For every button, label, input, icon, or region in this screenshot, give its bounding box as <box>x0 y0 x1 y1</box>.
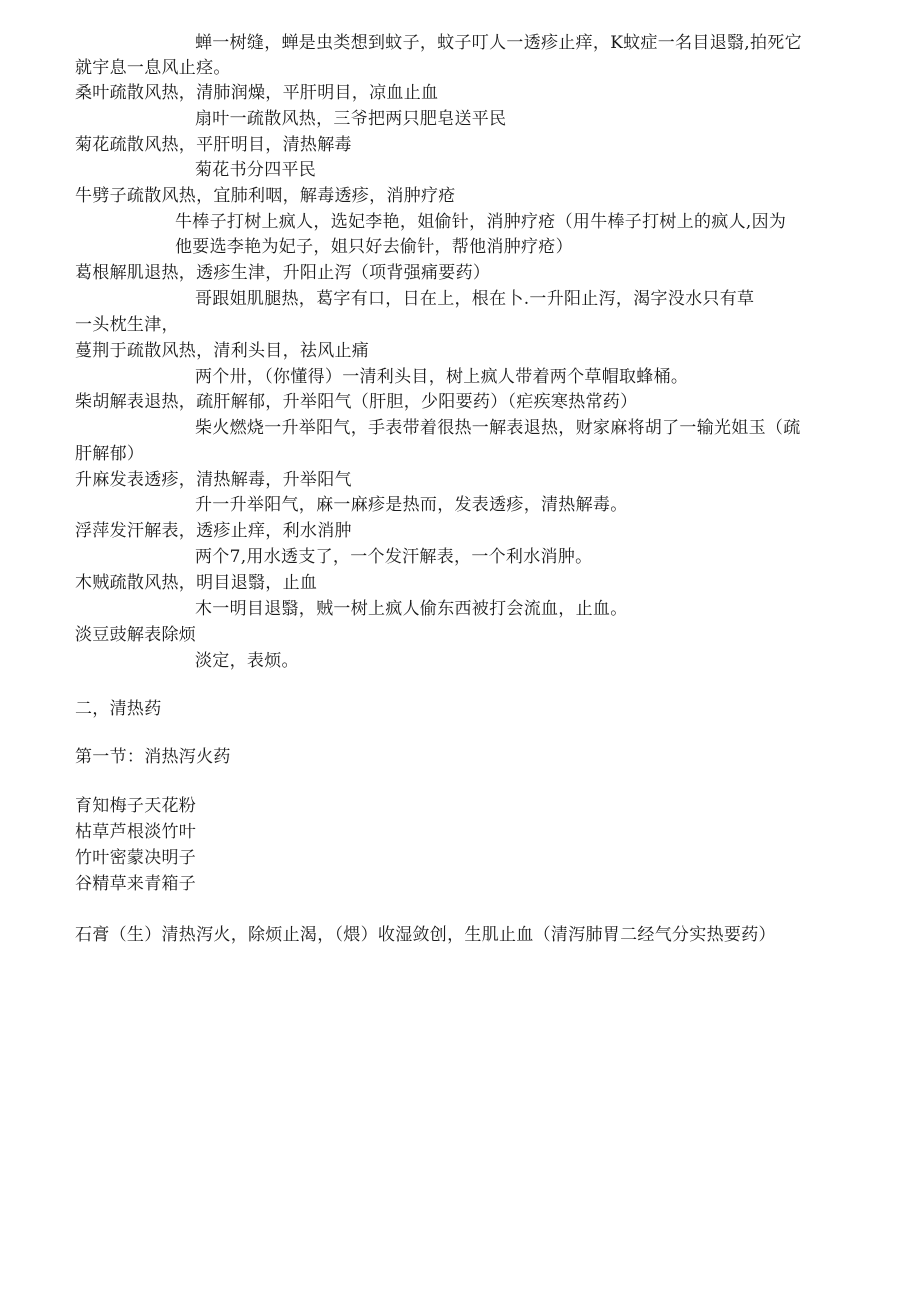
text-line: 蝉一树缝，蝉是虫类想到蚊子，蚊子叮人一透疹止痒，K蚊症一名目退翳,拍死它 <box>195 33 802 53</box>
text-line: 木贼疏散风热，明目退翳，止血 <box>75 573 318 593</box>
section-heading: 二，清热药 <box>75 699 162 719</box>
text-line: 菊花书分四平民 <box>195 160 317 180</box>
verse-line: 育知梅子天花粉 <box>75 796 197 816</box>
text-line: 菊花疏散风热，平肝明目，清热解毒 <box>75 135 352 155</box>
text-line: 一头枕生津， <box>75 315 179 335</box>
text-line: 两个7,用水透支了，一个发汗解表，一个利水消肿。 <box>195 547 593 567</box>
subsection-heading: 第一节：消热泻火药 <box>75 747 231 767</box>
verse-line: 谷精草来青箱子 <box>75 874 197 894</box>
text-line: 石膏（生）清热泻火，除烦止渴，（煨）收湿敛创，生肌止血（清泻肺胃二经气分实热要药） <box>75 925 776 945</box>
text-line: 葛根解肌退热，透疹生津，升阳止泻（项背强痛要药） <box>75 263 491 283</box>
text-line: 升麻发表透疹，清热解毒，升举阳气 <box>75 470 352 490</box>
text-line: 他要选李艳为妃子，姐只好去偷针，帮他消肿疗疮） <box>175 237 573 257</box>
text-line: 牛劈子疏散风热，宜肺利咽，解毒透疹，消肿疗疮 <box>75 186 456 206</box>
text-line: 哥跟姐肌腿热，葛字有口，日在上，根在卜.一升阳止泻，渴字没水只有草 <box>195 289 755 309</box>
text-line: 木一明目退翳，贼一树上疯人偷东西被打会流血，止血。 <box>195 599 628 619</box>
text-line: 淡定，表烦。 <box>195 651 299 671</box>
text-line: 淡豆豉解表除烦 <box>75 625 197 645</box>
text-line: 柴火燃烧一升举阳气，手表带着很热一解表退热，财家麻将胡了一输光姐玉（疏 <box>195 418 801 438</box>
verse-line: 竹叶密蒙决明子 <box>75 848 197 868</box>
text-line: 桑叶疏散风热，清肺润燥，平肝明目，凉血止血 <box>75 83 439 103</box>
text-line: 浮萍发汗解表，透疹止痒，利水消肿 <box>75 521 352 541</box>
verse-line: 枯草芦根淡竹叶 <box>75 822 197 842</box>
text-line: 牛棒子打树上疯人，选妃李艳，姐偷针，消肿疗疮（用牛棒子打树上的疯人,因为 <box>175 212 787 232</box>
text-line: 柴胡解表退热，疏肝解郁，升举阳气（肝胆，少阳要药）（疟疾寒热常药） <box>75 392 638 412</box>
text-line: 升一升举阳气，麻一麻疹是热而，发表透疹，清热解毒。 <box>195 495 628 515</box>
text-line: 就宇息一息风止痉。 <box>75 58 231 78</box>
text-line: 扇叶一疏散风热，三爷把两只肥皂送平民 <box>195 109 507 129</box>
text-line: 肝解郁） <box>75 444 145 464</box>
text-line: 两个卅，（你懂得）一清利头目，树上疯人带着两个草帽取蜂桶。 <box>195 367 689 387</box>
text-line: 蔓荆于疏散风热，清利头目，祛风止痛 <box>75 341 370 361</box>
